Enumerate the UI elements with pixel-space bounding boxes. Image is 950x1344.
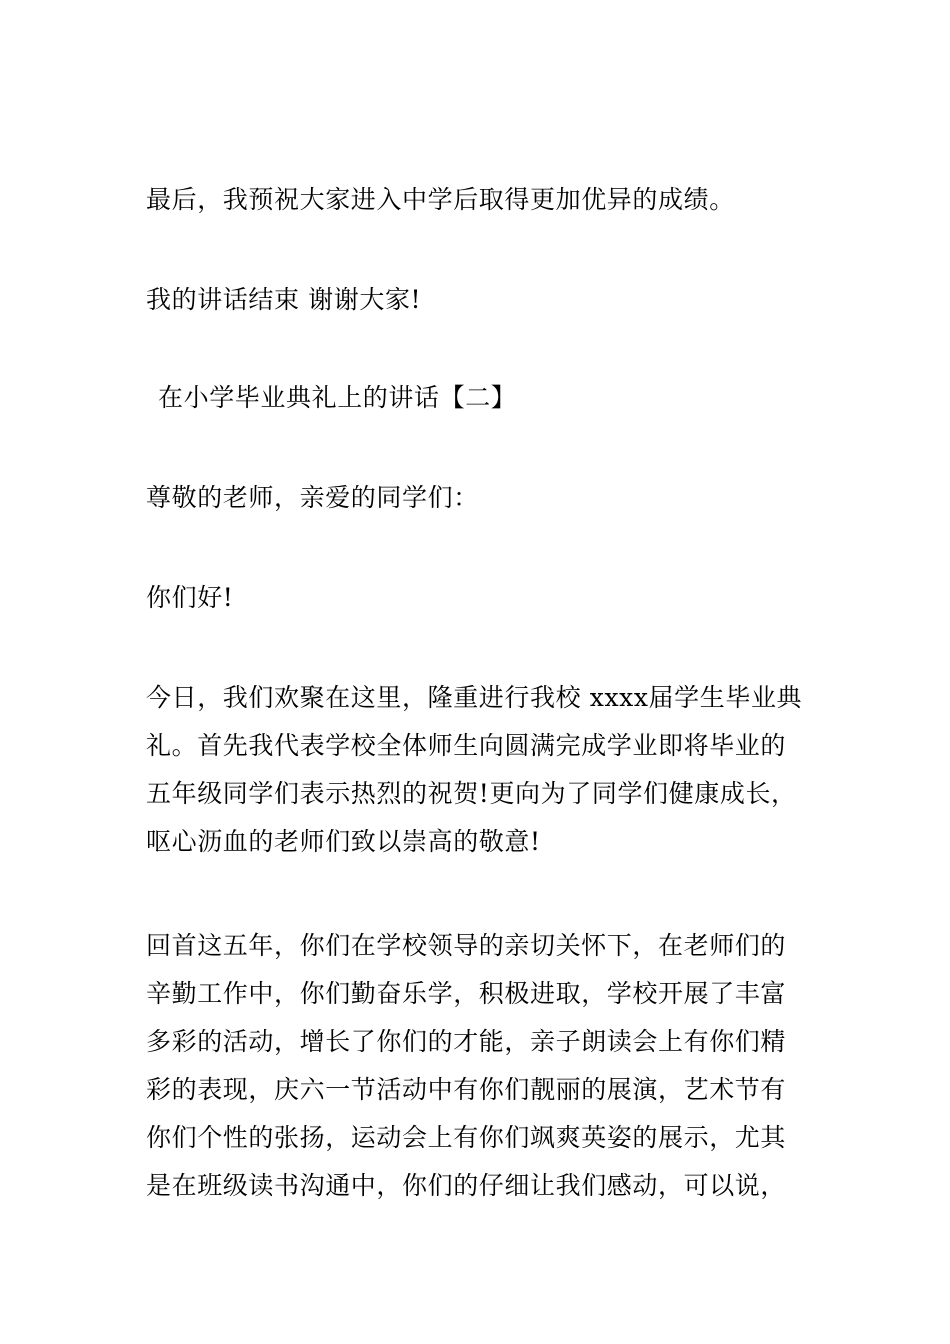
text-line: 多彩的活动，增长了你们的才能，亲子朗读会上有你们精 bbox=[146, 1027, 787, 1056]
text-line: 你们个性的张扬，运动会上有你们飒爽英姿的展示，尤其 bbox=[146, 1123, 787, 1152]
text-line: 尊敬的老师，亲爱的同学们： bbox=[146, 483, 479, 512]
paragraph-opening bbox=[146, 674, 808, 866]
text-line: 我的讲话结束 谢谢大家! bbox=[146, 285, 422, 314]
text-line: 五年级同学们表示热烈的祝贺!更向为了同学们健康成长， bbox=[146, 779, 797, 808]
text-line: 最后，我预祝大家进入中学后取得更加优异的成绩。 bbox=[146, 185, 735, 214]
paragraph-salutation bbox=[146, 474, 808, 522]
text-line: 今日，我们欢聚在这里，隆重进行我校 xxxx届学生毕业典 bbox=[146, 683, 803, 712]
text-line: 彩的表现，庆六一节活动中有你们靓丽的展演，艺术节有 bbox=[146, 1075, 787, 1104]
text-line: 呕心沥血的老师们致以崇高的敬意! bbox=[146, 827, 541, 856]
text-line: 礼。首先我代表学校全体师生向圆满完成学业即将毕业的 bbox=[146, 731, 787, 760]
paragraph-retrospect bbox=[146, 922, 808, 1210]
paragraph-greeting bbox=[146, 574, 808, 622]
section-heading bbox=[158, 374, 820, 422]
text-line: 是在班级读书沟通中，你们的仔细让我们感动，可以说， bbox=[146, 1171, 787, 1200]
paragraph-speech-end bbox=[146, 276, 808, 324]
text-line: 辛勤工作中，你们勤奋乐学，积极进取，学校开展了丰富 bbox=[146, 979, 787, 1008]
text-line: 回首这五年，你们在学校领导的亲切关怀下，在老师们的 bbox=[146, 931, 787, 960]
paragraph-closing-wish bbox=[146, 176, 808, 224]
heading-text: 在小学毕业典礼上的讲话【二】 bbox=[158, 383, 517, 412]
text-line: 你们好! bbox=[146, 583, 234, 612]
